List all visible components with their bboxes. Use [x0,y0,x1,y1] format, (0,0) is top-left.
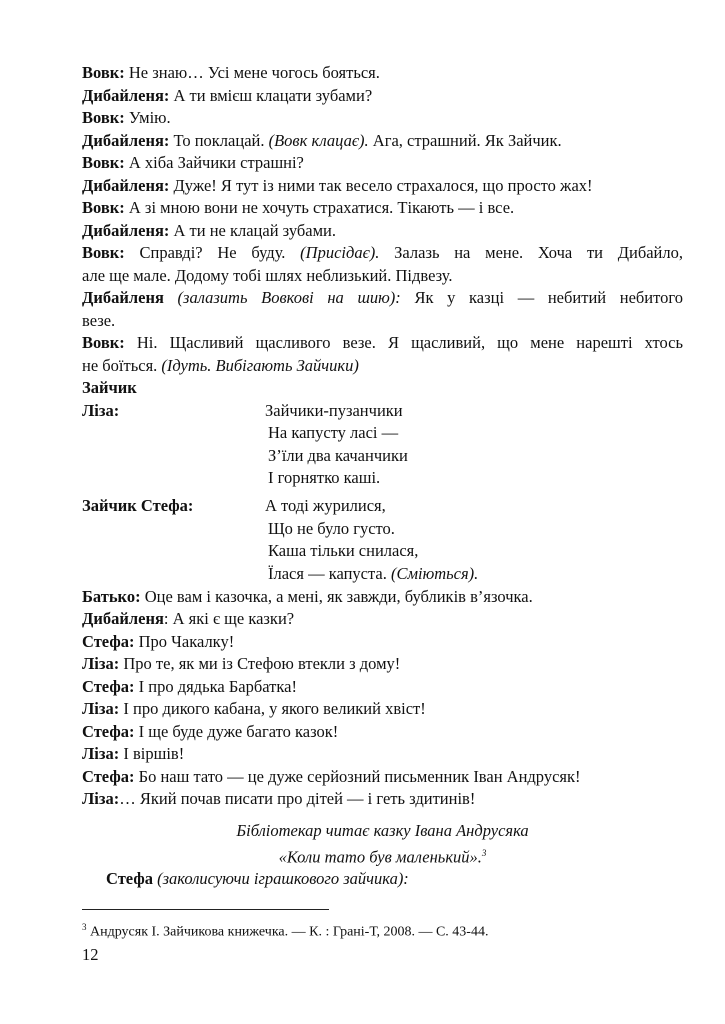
section-title: Зайчик [82,378,137,397]
line-text: не боїться. [82,356,162,375]
stage-direction: (Ідуть. Вибігають Зайчики) [161,356,359,375]
dialogue-line-continuation: але ще мале. Додому тобі шлях неблизький. Підвезу. [82,266,453,285]
dialogue-line [82,107,683,129]
stage-direction: (Присідає). [300,243,380,262]
speaker-name: Дибайленя: [82,221,170,240]
line-text: А зі мною вони не хочуть страхатися. Тікають — і все. [124,198,515,217]
poem-line: Каша тільки снилася, [268,541,419,560]
speaker-name: Вовк: [82,108,125,127]
line-text: Справді? Не буду. [124,243,301,262]
dialogue-line [82,85,683,107]
speaker-name: Дибайленя [82,609,164,628]
speaker-name: Вовк: [82,153,125,172]
line-text: Бо наш тато — це дуже серйозний письменник Іван Андрусяк! [134,767,581,786]
dialogue-line [82,608,683,630]
stage-note: «Коли тато був маленький».$^3$ [278,847,487,867]
line-text: А хіба Зайчики страшні? [124,153,304,172]
speaker-name: Дибайленя [82,288,164,307]
speaker-name: Стефа: [82,677,135,696]
dialogue-line-continuation [82,355,683,377]
speaker-name: Ліза: [82,654,120,673]
footnote [82,918,488,942]
line-text: Залазь на мене. Хоча ти Дибайло, [379,243,683,262]
speaker-name: Ліза: [82,744,120,763]
line-text: … Який почав писати про дітей — і геть здитинів! [119,789,476,808]
speaker-name: Вовк: [82,198,125,217]
line-text: : А які є ще казки? [163,609,295,628]
line-text: І про дикого кабана, у якого великий хвіст! [119,699,426,718]
speaker-name: Вовк: [82,333,125,352]
line-text: Про Чакалку! [134,632,235,651]
stage-direction: (заколисуючи іграшкового зайчика): [153,869,409,888]
dialogue-line [82,62,683,84]
dialogue-line [82,130,683,152]
speaker-name: Дибайленя: [82,86,170,105]
speaker-name: Стефа: [82,632,135,651]
dialogue-line [82,721,683,743]
speaker-name: Ліза: [82,789,120,808]
dialogue-line [82,743,683,765]
line-text: Умію. [124,108,171,127]
dialogue-line [82,152,683,174]
dialogue-line [82,287,683,309]
dialogue-line [82,631,683,653]
line-text: А ти не клацай зубами. [169,221,336,240]
line-text: І про дядька Барбатка! [134,677,297,696]
stage-note: Бібліотекар читає казку Івана Андрусяка [236,821,529,840]
poem-line: Їлася — капуста. (Сміються). [268,564,479,583]
dialogue-line [82,653,683,675]
speaker-name: Батько: [82,587,141,606]
poem-line: І горнятко каші. [268,468,381,487]
dialogue-line-continuation: везе. [82,311,116,330]
dialogue-line [106,868,707,890]
poem-line: Зайчики-пузанчики [265,401,403,420]
footnote-divider [82,909,329,910]
line-text: Ага, страшний. Як Зайчик. [368,131,562,150]
dialogue-line [82,788,683,810]
line-text: Ні. Щасливий щасливого везе. Я щасливий, що мене нарешті хтось [124,333,683,352]
speaker-name: Ліза: [82,699,120,718]
line-text: Дуже! Я тут із ними так весело страхалося, що просто жах! [169,176,593,195]
stage-direction: (Вовк клацає). [268,131,369,150]
line-text: Як у казці — небитий небитого [400,288,683,307]
stage-direction: (Сміються). [390,564,479,583]
dialogue-line [82,175,683,197]
dialogue-line [82,586,683,608]
poem-speaker: Зайчик Стефа: [82,496,194,515]
speaker-name: Стефа [106,869,153,888]
speaker-name: Вовк: [82,243,125,262]
speaker-name: Дибайленя: [82,131,170,150]
line-text: То поклацай. [169,131,269,150]
dialogue-line [82,220,683,242]
dialogue-line [82,242,683,264]
dialogue-line [82,766,683,788]
footnote-number: 3 [82,922,87,932]
line-text: Оце вам і казочка, а мені, як завжди, бубликів в’язочка. [140,587,533,606]
dialogue-line [82,698,683,720]
dialogue-line [82,676,683,698]
speaker-name: Стефа: [82,722,135,741]
poem-line: З’їли два качанчики [268,446,408,465]
footnote-text: Андрусяк І. Зайчикова книжечка. — К. : Грані-Т, 2008. — С. 43-44. [86,924,489,940]
poem-line: А тоді журилися, [265,496,386,515]
footnote-reference: 3 [481,848,487,858]
line-text: І ще буде дуже багато казок! [134,722,339,741]
speaker-name: Дибайленя: [82,176,170,195]
line-text: І віршів! [119,744,185,763]
dialogue-line [82,197,683,219]
line-text: Не знаю… Усі мене чогось бояться. [124,63,380,82]
poem-speaker: Ліза: [82,401,120,420]
page-number: 12 [82,945,99,964]
line-text: А ти вмієш клацати зубами? [169,86,373,105]
speaker-name: Вовк: [82,63,125,82]
line-text: Про те, як ми із Стефою втекли з дому! [119,654,401,673]
dialogue-line [82,332,683,354]
poem-line: Що не було густо. [268,519,395,538]
speaker-name: Стефа: [82,767,135,786]
poem-line: На капусту ласі — [268,423,399,442]
stage-direction: (залазить Вовкові на шию): [163,288,401,307]
